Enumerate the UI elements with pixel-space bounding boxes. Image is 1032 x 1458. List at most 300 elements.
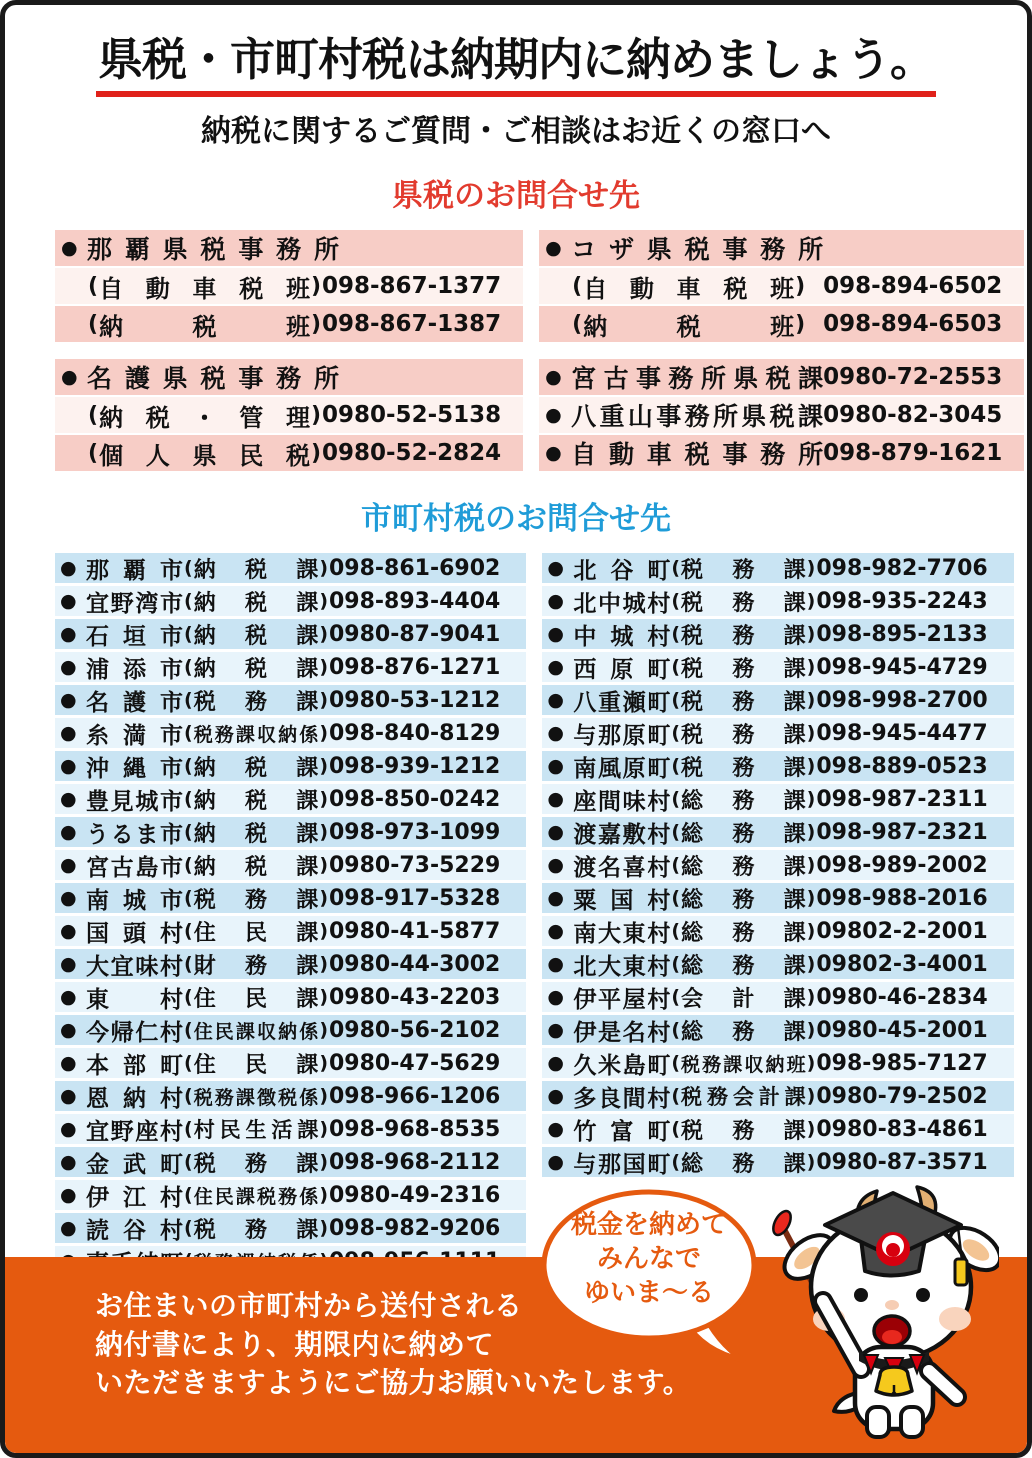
municipality-name: 国 頭 村 (86, 920, 183, 947)
contact-row (55, 850, 526, 880)
contact-row (55, 397, 523, 433)
bullet-icon: ● (60, 688, 77, 711)
contact-row (55, 1015, 526, 1045)
department-label: ( 納 税 課 ) (183, 553, 329, 584)
department-label: ( 住 民 課 税 務 係 ) (183, 1182, 329, 1209)
contact-row (542, 586, 1013, 616)
bullet-icon: ● (60, 1216, 77, 1239)
contact-row (55, 949, 526, 979)
department-label: ( 税 務 課 ) (670, 553, 816, 584)
municipality-name: 大 宜 味 村 (86, 953, 183, 980)
contact-row (542, 883, 1013, 913)
justified-text: 総 務 課 (681, 821, 806, 847)
prefectural-section-heading: 県税のお問合せ先 (392, 178, 640, 215)
phone-number: 098-968-2112 (329, 1149, 501, 1175)
municipality-name: 宜 野 湾 市 (86, 590, 183, 617)
bullet-icon: ● (547, 1018, 564, 1041)
contact-row (55, 982, 526, 1012)
municipality-name: 南 城 市 (86, 887, 183, 914)
contact-row (55, 652, 526, 682)
phone-number: 0980-43-2203 (329, 984, 501, 1010)
contact-row (55, 306, 523, 342)
municipality-name: 浦 添 市 (86, 656, 183, 683)
department-label: ( 税 務 課 ) (670, 586, 816, 617)
contact-row (542, 916, 1013, 946)
bullet-icon: ● (547, 820, 564, 843)
justified-text: 住 民 課 税 務 係 (193, 1185, 319, 1208)
bullet-icon: ● (60, 886, 77, 909)
phone-number: 09802-3-4001 (816, 951, 988, 977)
phone-number: 098-840-8129 (329, 720, 501, 746)
justified-text: 納 税 班 (583, 312, 795, 341)
office-name: コ ザ 県 税 事 務 所 (571, 235, 824, 265)
bullet-icon: ● (547, 589, 564, 612)
justified-text: 税 務 課 (681, 656, 806, 682)
contact-row (55, 916, 526, 946)
department-label: ( 税 務 課 ) (670, 652, 816, 683)
contact-row (55, 1147, 526, 1177)
justified-text: 住 民 課 (193, 920, 319, 946)
phone-number: 098-867-1377 (322, 273, 502, 300)
office-name: 八 重 山 事 務 所 県 税 課 (571, 402, 824, 432)
bullet-icon: ● (547, 952, 564, 975)
justified-text: 税 務 課 (193, 689, 319, 715)
department-label: ( 自 動 車 税 班 ) (571, 269, 806, 304)
contact-row (542, 1147, 1013, 1177)
justified-text: 税 務 課 (681, 590, 806, 616)
municipality-name: 伊 是 名 村 (573, 1019, 671, 1046)
justified-text: 住 民 課 (193, 986, 319, 1012)
bullet-icon: ● (547, 886, 564, 909)
phone-number: 098-850-0242 (329, 786, 501, 812)
speech-bubble-text (537, 1209, 761, 1310)
phone-number: 098-876-1271 (329, 654, 501, 680)
municipality-name: 南 大 東 村 (573, 920, 671, 947)
contact-row (542, 652, 1013, 682)
phone-number: 098-982-9206 (329, 1215, 501, 1241)
justified-text: 税 務 課 徴 税 係 (193, 1086, 319, 1109)
municipality-name: 与 那 原 町 (573, 722, 671, 749)
justified-text: 納 税 課 (193, 623, 319, 649)
contact-row (55, 1048, 526, 1078)
bullet-icon: ● (545, 365, 562, 388)
phone-number: 098-945-4477 (816, 720, 988, 746)
spacer-row (539, 344, 1024, 357)
justified-text: 税 務 課 (681, 689, 806, 715)
department-label: ( 自 動 車 税 班 ) (87, 269, 322, 304)
bullet-icon: ● (547, 556, 564, 579)
municipality-name: 沖 縄 市 (86, 755, 183, 782)
phone-number: 098-894-6502 (823, 273, 1003, 300)
phone-number: 098-966-1206 (329, 1083, 501, 1109)
municipality-name: 北 大 東 村 (573, 953, 671, 980)
cap-tassel (955, 1259, 967, 1285)
phone-number: 098-987-2311 (816, 786, 988, 812)
justified-text: 納 税 ・ 管 理 (99, 403, 310, 432)
bullet-icon: ● (60, 820, 77, 843)
municipality-name: 読 谷 村 (86, 1217, 183, 1244)
municipality-name: 渡 名 喜 村 (573, 854, 671, 881)
bullet-icon: ● (60, 1051, 77, 1074)
contact-row (55, 784, 526, 814)
phone-number: 098-987-2321 (816, 819, 988, 845)
department-label: ( 納 税 課 ) (183, 751, 329, 782)
department-label: ( 住 民 課 収 納 係 ) (183, 1017, 329, 1044)
content (5, 170, 1027, 1279)
phone-number: 098-998-2700 (816, 687, 988, 713)
bullet-icon: ● (60, 721, 77, 744)
justified-text: 税 務 課 (681, 722, 806, 748)
phone-number: 098-982-7706 (816, 555, 988, 581)
department-label: ( 税 務 課 ) (670, 1114, 816, 1145)
contact-row (539, 397, 1024, 433)
contact-row (55, 1213, 526, 1243)
bullet-icon: ● (547, 1117, 564, 1140)
phone-number: 0980-53-1212 (329, 687, 501, 713)
department-label: ( 納 税 班 ) (571, 307, 806, 342)
contact-row (542, 619, 1013, 649)
bullet-icon: ● (547, 787, 564, 810)
contact-row (55, 268, 523, 304)
justified-text: 総 務 課 (681, 1019, 806, 1045)
department-label: ( 税 務 課 収 納 係 ) (183, 720, 329, 747)
justified-text: 会 計 課 (681, 986, 806, 1012)
justified-text: 税 務 課 (681, 557, 806, 583)
bullet-icon: ● (547, 985, 564, 1008)
bullet-icon: ● (60, 622, 77, 645)
phone-number: 098-879-1621 (823, 440, 1003, 467)
department-label: ( 税 務 課 ) (183, 883, 329, 914)
contact-row (542, 1015, 1013, 1045)
phone-number: 0980-52-5138 (322, 402, 502, 429)
municipality-name: 今 帰 仁 村 (86, 1019, 183, 1046)
contact-row (55, 751, 526, 781)
municipality-name: 中 城 村 (573, 623, 671, 650)
contact-row (55, 718, 526, 748)
bullet-icon: ● (545, 441, 562, 464)
municipality-name: 東 村 (86, 986, 183, 1013)
municipality-name: 伊 江 村 (86, 1184, 183, 1211)
phone-number: 0980-47-5629 (329, 1050, 501, 1076)
phone-number: 098-861-6902 (329, 555, 501, 581)
municipality-name: 竹 富 町 (573, 1118, 671, 1145)
bullet-icon: ● (60, 787, 77, 810)
bullet-icon: ● (547, 919, 564, 942)
phone-number: 0980-45-2001 (816, 1017, 988, 1043)
bullet-icon: ● (547, 1150, 564, 1173)
tongue (882, 1330, 902, 1344)
phone-number: 098-917-5328 (329, 885, 501, 911)
office-name: 自 動 車 税 事 務 所 (571, 440, 824, 470)
phone-number: 0980-56-2102 (329, 1017, 501, 1043)
contact-row (539, 306, 1024, 342)
bullet-icon: ● (547, 1084, 564, 1107)
bullet-icon: ● (60, 1018, 77, 1041)
justified-text: 納 税 課 (193, 590, 319, 616)
justified-text: 自 動 車 税 班 (583, 274, 795, 303)
contact-row (55, 1081, 526, 1111)
phone-number: 0980-49-2316 (329, 1182, 501, 1208)
contact-row (542, 1048, 1013, 1078)
justified-text: 税 務 課 収 納 班 (681, 1053, 806, 1076)
department-label: ( 住 民 課 ) (183, 1048, 329, 1079)
okinawa-emblem-icon (876, 1232, 910, 1266)
municipality-name: 恩 納 村 (86, 1085, 183, 1112)
department-label: ( 個 人 県 民 税 ) (87, 436, 322, 471)
municipality-name: 北 谷 町 (573, 557, 671, 584)
bullet-icon: ● (60, 1183, 77, 1206)
contact-row (542, 949, 1013, 979)
header (5, 5, 1027, 150)
phone-number: 0980-82-3045 (823, 402, 1003, 429)
phone-number: 0980-46-2834 (816, 984, 988, 1010)
bullet-icon: ● (547, 754, 564, 777)
department-label: ( 税 務 課 ) (183, 1213, 329, 1244)
bullet-icon: ● (60, 754, 77, 777)
department-label: ( 納 税 班 ) (87, 307, 322, 342)
phone-number: 098-889-0523 (816, 753, 988, 779)
contact-row (539, 359, 1024, 395)
justified-text: 総 務 課 (681, 788, 806, 814)
bullet-icon: ● (547, 622, 564, 645)
department-label: ( 総 務 課 ) (670, 916, 816, 947)
bubble-line: みんなで (596, 1243, 701, 1274)
justified-text: 財 務 課 (193, 953, 319, 979)
contact-row (55, 817, 526, 847)
department-label: ( 住 民 課 ) (183, 982, 329, 1013)
justified-text: 納 税 課 (193, 755, 319, 781)
justified-text: 総 務 課 (681, 887, 806, 913)
department-label: ( 総 務 課 ) (670, 949, 816, 980)
contact-row (539, 435, 1024, 471)
municipality-name: う る ま 市 (86, 821, 183, 848)
department-label: ( 納 税 課 ) (183, 652, 329, 683)
bullet-icon: ● (60, 1084, 77, 1107)
phone-number: 098-939-1212 (329, 753, 501, 779)
department-label: ( 税 務 課 ) (183, 1147, 329, 1178)
municipal-section-heading: 市町村税のお問合せ先 (361, 501, 671, 538)
phone-number: 0980-41-5877 (329, 918, 501, 944)
municipality-name: 名 護 市 (86, 689, 183, 716)
phone-number: 0980-52-2824 (322, 440, 502, 467)
phone-number: 098-867-1387 (322, 311, 502, 338)
department-label: ( 総 務 課 ) (670, 1015, 816, 1046)
department-label: ( 税 務 会 計 課 ) (670, 1081, 816, 1111)
bullet-icon: ● (545, 236, 562, 259)
department-label: ( 会 計 課 ) (670, 982, 816, 1013)
bullet-icon: ● (547, 853, 564, 876)
bullet-icon: ● (60, 952, 77, 975)
justified-text: 税 務 課 (193, 1217, 319, 1243)
contact-row (542, 1081, 1013, 1111)
municipality-name: 多 良 間 村 (573, 1085, 671, 1112)
footer-line: お住まいの市町村から送付される (95, 1289, 523, 1322)
phone-number: 098-968-8535 (329, 1116, 501, 1142)
municipality-name: 石 垣 市 (86, 623, 183, 650)
bullet-icon: ● (61, 236, 78, 259)
office-name: 那 覇 県 税 事 務 所 (87, 235, 339, 265)
municipality-name: 渡 嘉 敷 村 (573, 821, 671, 848)
bullet-icon: ● (547, 721, 564, 744)
justified-text: 納 税 課 (193, 854, 319, 880)
contact-row (55, 553, 526, 583)
justified-text: 税 務 課 収 納 係 (193, 723, 319, 746)
justified-text: 納 税 課 (193, 656, 319, 682)
municipal-column-0 (55, 553, 526, 1279)
contact-row (542, 784, 1013, 814)
municipality-name: 粟 国 村 (573, 887, 671, 914)
municipality-name: 座 間 味 村 (573, 788, 671, 815)
justified-text: 総 務 課 (681, 1151, 806, 1177)
justified-text: 税 務 課 (193, 887, 319, 913)
phone-number: 0980-87-9041 (329, 621, 501, 647)
bullet-icon: ● (547, 688, 564, 711)
municipality-name: 北 中 城 村 (573, 590, 671, 617)
phone-number: 098-895-2133 (816, 621, 988, 647)
bubble-line: 税金を納めて (570, 1210, 727, 1240)
contact-row (542, 751, 1013, 781)
contact-row (55, 1180, 526, 1210)
department-label: ( 総 務 課 ) (670, 1147, 816, 1178)
justified-text: 税 務 会 計 課 (681, 1085, 806, 1110)
bullet-icon: ● (60, 1117, 77, 1140)
municipality-name: 与 那 国 町 (573, 1151, 671, 1178)
department-label: ( 税 務 課 ) (670, 718, 816, 749)
municipality-name: 本 部 町 (86, 1052, 183, 1079)
bell-icon (876, 1367, 912, 1397)
department-label: ( 村 民 生 活 課 ) (183, 1114, 329, 1144)
justified-text: 納 税 課 (193, 788, 319, 814)
justified-text: 納 税 課 (193, 821, 319, 847)
justified-text: 総 務 課 (681, 920, 806, 946)
municipality-name: 久 米 島 町 (573, 1052, 671, 1079)
phone-number: 098-935-2243 (816, 588, 988, 614)
bullet-icon: ● (60, 589, 77, 612)
bubble-line: ゆいま〜る (583, 1277, 714, 1308)
department-label: ( 納 税 課 ) (183, 850, 329, 881)
justified-text: 納 税 課 (193, 557, 319, 583)
office-name: 名 護 県 税 事 務 所 (87, 364, 339, 394)
municipal-contact-table (55, 553, 988, 1279)
prefectural-column-1 (539, 230, 1024, 473)
yuimaru-goat-mascot (763, 1179, 999, 1447)
contact-row (55, 435, 523, 471)
justified-text: 自 動 車 税 班 (99, 274, 310, 303)
department-label: ( 納 税 課 ) (183, 817, 329, 848)
contact-row (55, 685, 526, 715)
contact-row (542, 718, 1013, 748)
phone-number: 098-989-2002 (816, 852, 988, 878)
department-label: ( 納 税 課 ) (183, 619, 329, 650)
municipality-name: 糸 満 市 (86, 722, 183, 749)
phone-number: 0980-87-3571 (816, 1149, 988, 1175)
bullet-icon: ● (61, 365, 78, 388)
phone-number: 0980-79-2502 (816, 1083, 988, 1109)
phone-number: 098-894-6503 (823, 311, 1003, 338)
phone-number: 098-985-7127 (816, 1050, 988, 1076)
phone-number: 0980-44-3002 (329, 951, 501, 977)
bullet-icon: ● (60, 556, 77, 579)
bullet-icon: ● (547, 1051, 564, 1074)
department-label: ( 財 務 課 ) (183, 949, 329, 980)
justified-text: 納 税 班 (99, 312, 310, 341)
department-label: ( 住 民 課 ) (183, 916, 329, 947)
speech-bubble (537, 1185, 775, 1363)
bullet-icon: ● (60, 853, 77, 876)
municipality-name: 伊 平 屋 村 (573, 986, 671, 1013)
contact-row (542, 817, 1013, 847)
contact-row (55, 883, 526, 913)
justified-text: 税 務 課 (681, 755, 806, 781)
footer-line: 納付書により、期限内に納めて (95, 1327, 495, 1361)
contact-row (55, 619, 526, 649)
municipality-name: 南 風 原 町 (573, 755, 671, 782)
justified-text: 村 民 生 活 課 (193, 1118, 319, 1143)
department-label: ( 税 務 課 収 納 班 ) (670, 1050, 816, 1077)
municipality-name: 那 覇 市 (86, 557, 183, 584)
justified-text: 総 務 課 (681, 953, 806, 979)
bullet-icon: ● (545, 403, 562, 426)
justified-text: 個 人 県 民 税 (99, 441, 310, 470)
contact-row (542, 850, 1013, 880)
justified-text: 税 務 課 (681, 1118, 806, 1144)
phone-number: 0980-72-2553 (823, 364, 1003, 391)
contact-row (542, 982, 1013, 1012)
municipality-name: 宜 野 座 村 (86, 1118, 183, 1145)
bullet-icon: ● (547, 655, 564, 678)
department-label: ( 税 務 課 ) (183, 685, 329, 716)
municipality-name: 豊 見 城 市 (86, 788, 183, 815)
department-label: ( 総 務 課 ) (670, 817, 816, 848)
page-title: 県税・市町村税は納期内に納めましょう。 (96, 35, 936, 97)
department-label: ( 税 務 課 ) (670, 751, 816, 782)
contact-row (542, 685, 1013, 715)
municipality-name: 八 重 瀬 町 (573, 689, 671, 716)
municipality-name: 金 武 町 (86, 1151, 183, 1178)
contact-row (55, 230, 523, 266)
department-label: ( 税 務 課 ) (670, 619, 816, 650)
page-subtitle: 納税に関するご質問・ご相談はお近くの窓口へ (201, 114, 831, 150)
phone-number: 098-988-2016 (816, 885, 988, 911)
contact-row (55, 586, 526, 616)
contact-row (55, 1114, 526, 1144)
prefectural-column-0 (55, 230, 523, 473)
phone-number: 098-945-4729 (816, 654, 988, 680)
municipality-name: 西 原 町 (573, 656, 671, 683)
department-label: ( 納 税 課 ) (183, 784, 329, 815)
municipal-column-1 (542, 553, 1013, 1279)
department-label: ( 総 務 課 ) (670, 784, 816, 815)
bullet-icon: ● (60, 985, 77, 1008)
prefectural-contact-table (55, 230, 1003, 473)
municipality-name: 宮 古 島 市 (86, 854, 183, 881)
justified-text: 税 務 課 (193, 1151, 319, 1177)
bullet-icon: ● (60, 655, 77, 678)
phone-number: 098-973-1099 (329, 819, 501, 845)
justified-text: 住 民 課 収 納 係 (193, 1020, 319, 1043)
department-label: ( 納 税 ・ 管 理 ) (87, 398, 322, 433)
department-label: ( 総 務 課 ) (670, 883, 816, 914)
phone-number: 0980-73-5229 (329, 852, 501, 878)
contact-row (539, 268, 1024, 304)
phone-number: 098-893-4404 (329, 588, 501, 614)
bullet-icon: ● (60, 1150, 77, 1173)
department-label: ( 税 務 課 ) (670, 685, 816, 716)
spacer-row (55, 344, 523, 357)
contact-row (542, 553, 1013, 583)
justified-text: 税 務 課 (681, 623, 806, 649)
contact-row (55, 359, 523, 395)
